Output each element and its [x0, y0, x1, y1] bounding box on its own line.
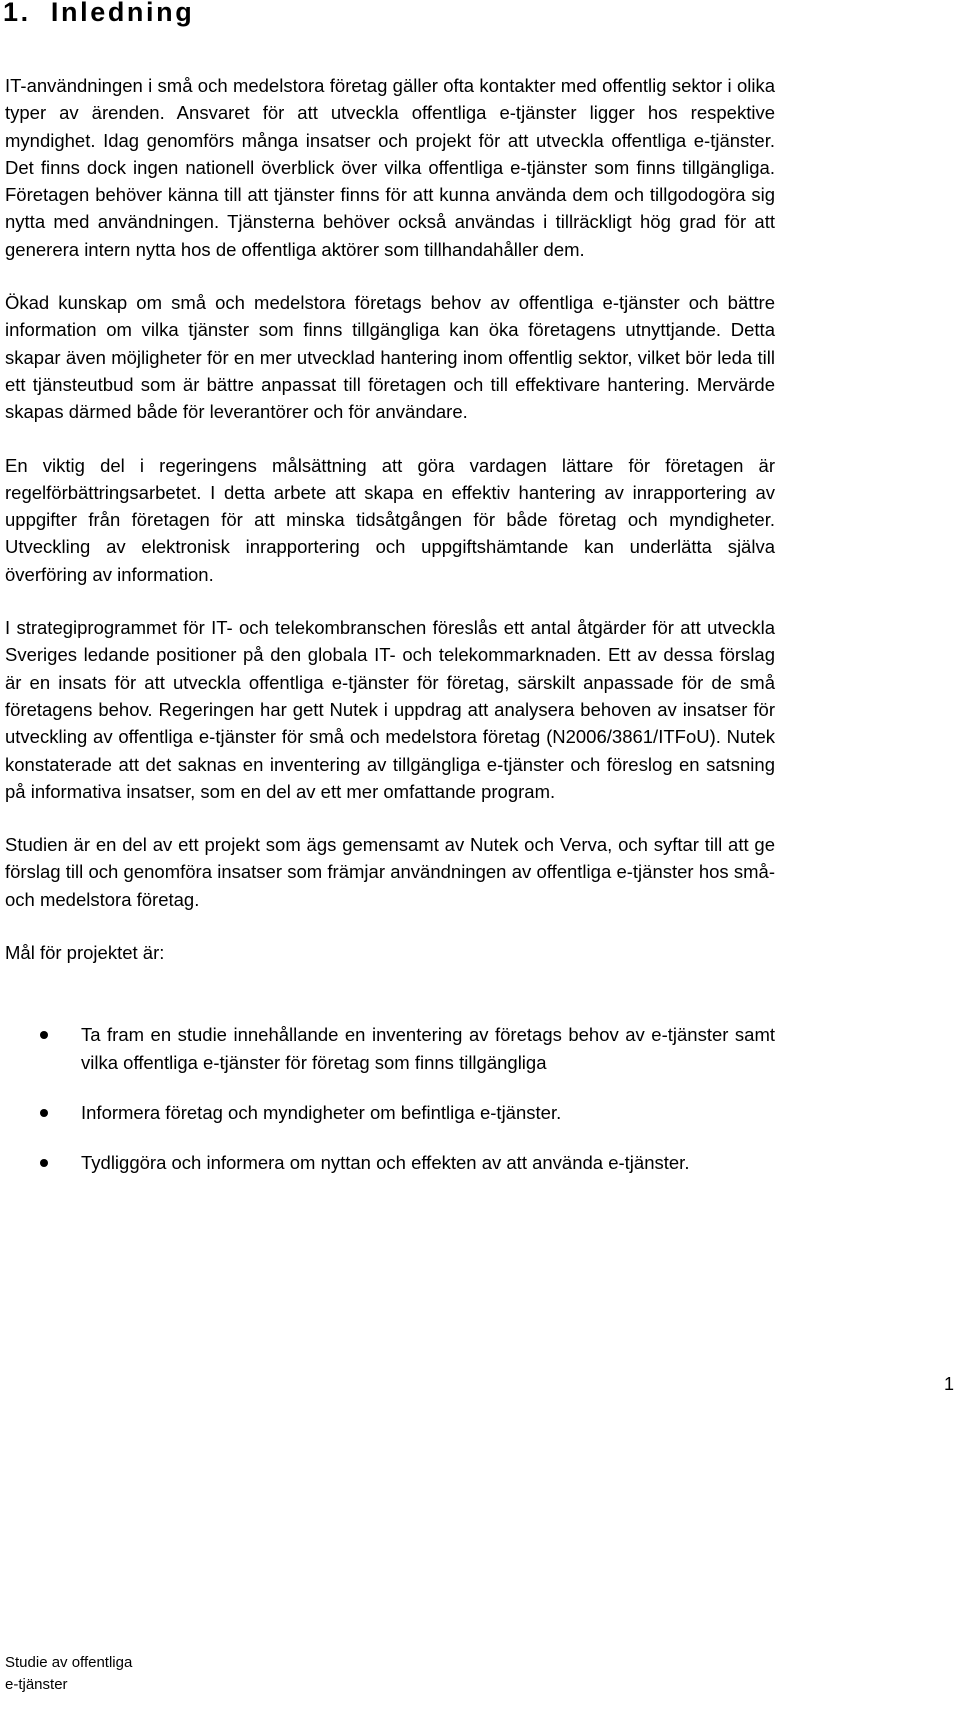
- list-item: [5, 1099, 775, 1126]
- bullet-icon: [40, 1031, 48, 1039]
- footer-line-1: Studie av offentliga: [5, 1654, 133, 1671]
- page-number: 1: [943, 1374, 954, 1394]
- section-heading: 1. Inledning: [3, 0, 195, 27]
- body-text: [5, 72, 775, 1200]
- list-item: [5, 1021, 775, 1076]
- bullet-icon: [40, 1109, 48, 1117]
- goals-intro: Mål för projektet är:: [5, 942, 165, 964]
- paragraph-2: Ökad kunskap om små och medelstora företags behov av offentliga e-tjänster och bättre information om vilka tjänster som finns tillgängliga kan öka företagens utnyttjande. Detta skapar även möjligheter för en mer utvecklad hantering inom offentlig sektor, vilket bör leda till ett tjänsteutbud som är bättre anpassat till företagen och till effektivare hantering. Mervärde skapas därmed både för leverantörer och för användare.: [5, 292, 775, 423]
- paragraph-5: Studien är en del av ett projekt som ägs gemensamt av Nutek och Verva, och syftar till att ge förslag till och genomföra insatser som främjar användningen av offentliga e-tjänster hos små- och medelstora företag.: [5, 834, 775, 910]
- list-item-text: Ta fram en studie innehållande en inventering av företags behov av e-tjänster samt vilka offentliga e-tjänster för företag som finns tillgängliga: [81, 1024, 775, 1073]
- bullet-icon: [40, 1159, 48, 1167]
- footer: [5, 1652, 132, 1696]
- paragraph-1: IT-användningen i små och medelstora företag gäller ofta kontakter med offentlig sektor i olika typer av ärenden. Ansvaret för att utveckla offentliga e-tjänster ligger hos respektive myndighet. Idag genomförs många insatser och projekt för att utveckla offentliga e-tjänster. Det finns dock ingen nationell överblick över vilka offentliga e-tjänster som finns tillgängliga. Företagen behöver känna till att tjänster finns för att kunna använda dem och tillgodogöra sig nytta med användningen. Tjänsterna behöver också användas i tillräckligt hög grad för att generera intern nytta hos de offentliga aktörer som tillhandahåller dem.: [5, 75, 775, 260]
- list-item-text: Informera företag och myndigheter om befintliga e-tjänster.: [81, 1101, 562, 1123]
- goals-list: [5, 1021, 775, 1176]
- paragraph-3: En viktig del i regeringens målsättning att göra vardagen lättare för företagen är regelförbättringsarbetet. I detta arbete att skapa en effektiv hantering av inrapportering av uppgifter från företagen för att minska tidsåtgången för både företag och myndigheter. Utveckling av elektronisk inrapportering och uppgiftshämtande kan underlätta själva överföring av information.: [5, 454, 775, 585]
- list-item-text: Tydliggöra och informera om nyttan och effekten av att använda e-tjänster.: [81, 1152, 690, 1174]
- list-item: [5, 1149, 775, 1176]
- footer-line-2: e-tjänster: [5, 1676, 68, 1693]
- paragraph-4: I strategiprogrammet för IT- och telekombranschen föreslås ett antal åtgärder för att utveckla Sveriges ledande positioner på den globala IT- och telekommarknaden. Ett av dessa förslag är en insats för att utveckla offentliga e-tjänster för företag, särskilt anpassade för de små företagens behov. Regeringen har gett Nutek i uppdrag att analysera behoven av insatser för utveckling av offentliga e-tjänster för små och medelstora företag (N2006/3861/ITFoU). Nutek konstaterade att det saknas en inventering av tillgängliga e-tjänster och föreslog en satsning på informativa insatser, som en del av ett mer omfattande program.: [5, 617, 775, 802]
